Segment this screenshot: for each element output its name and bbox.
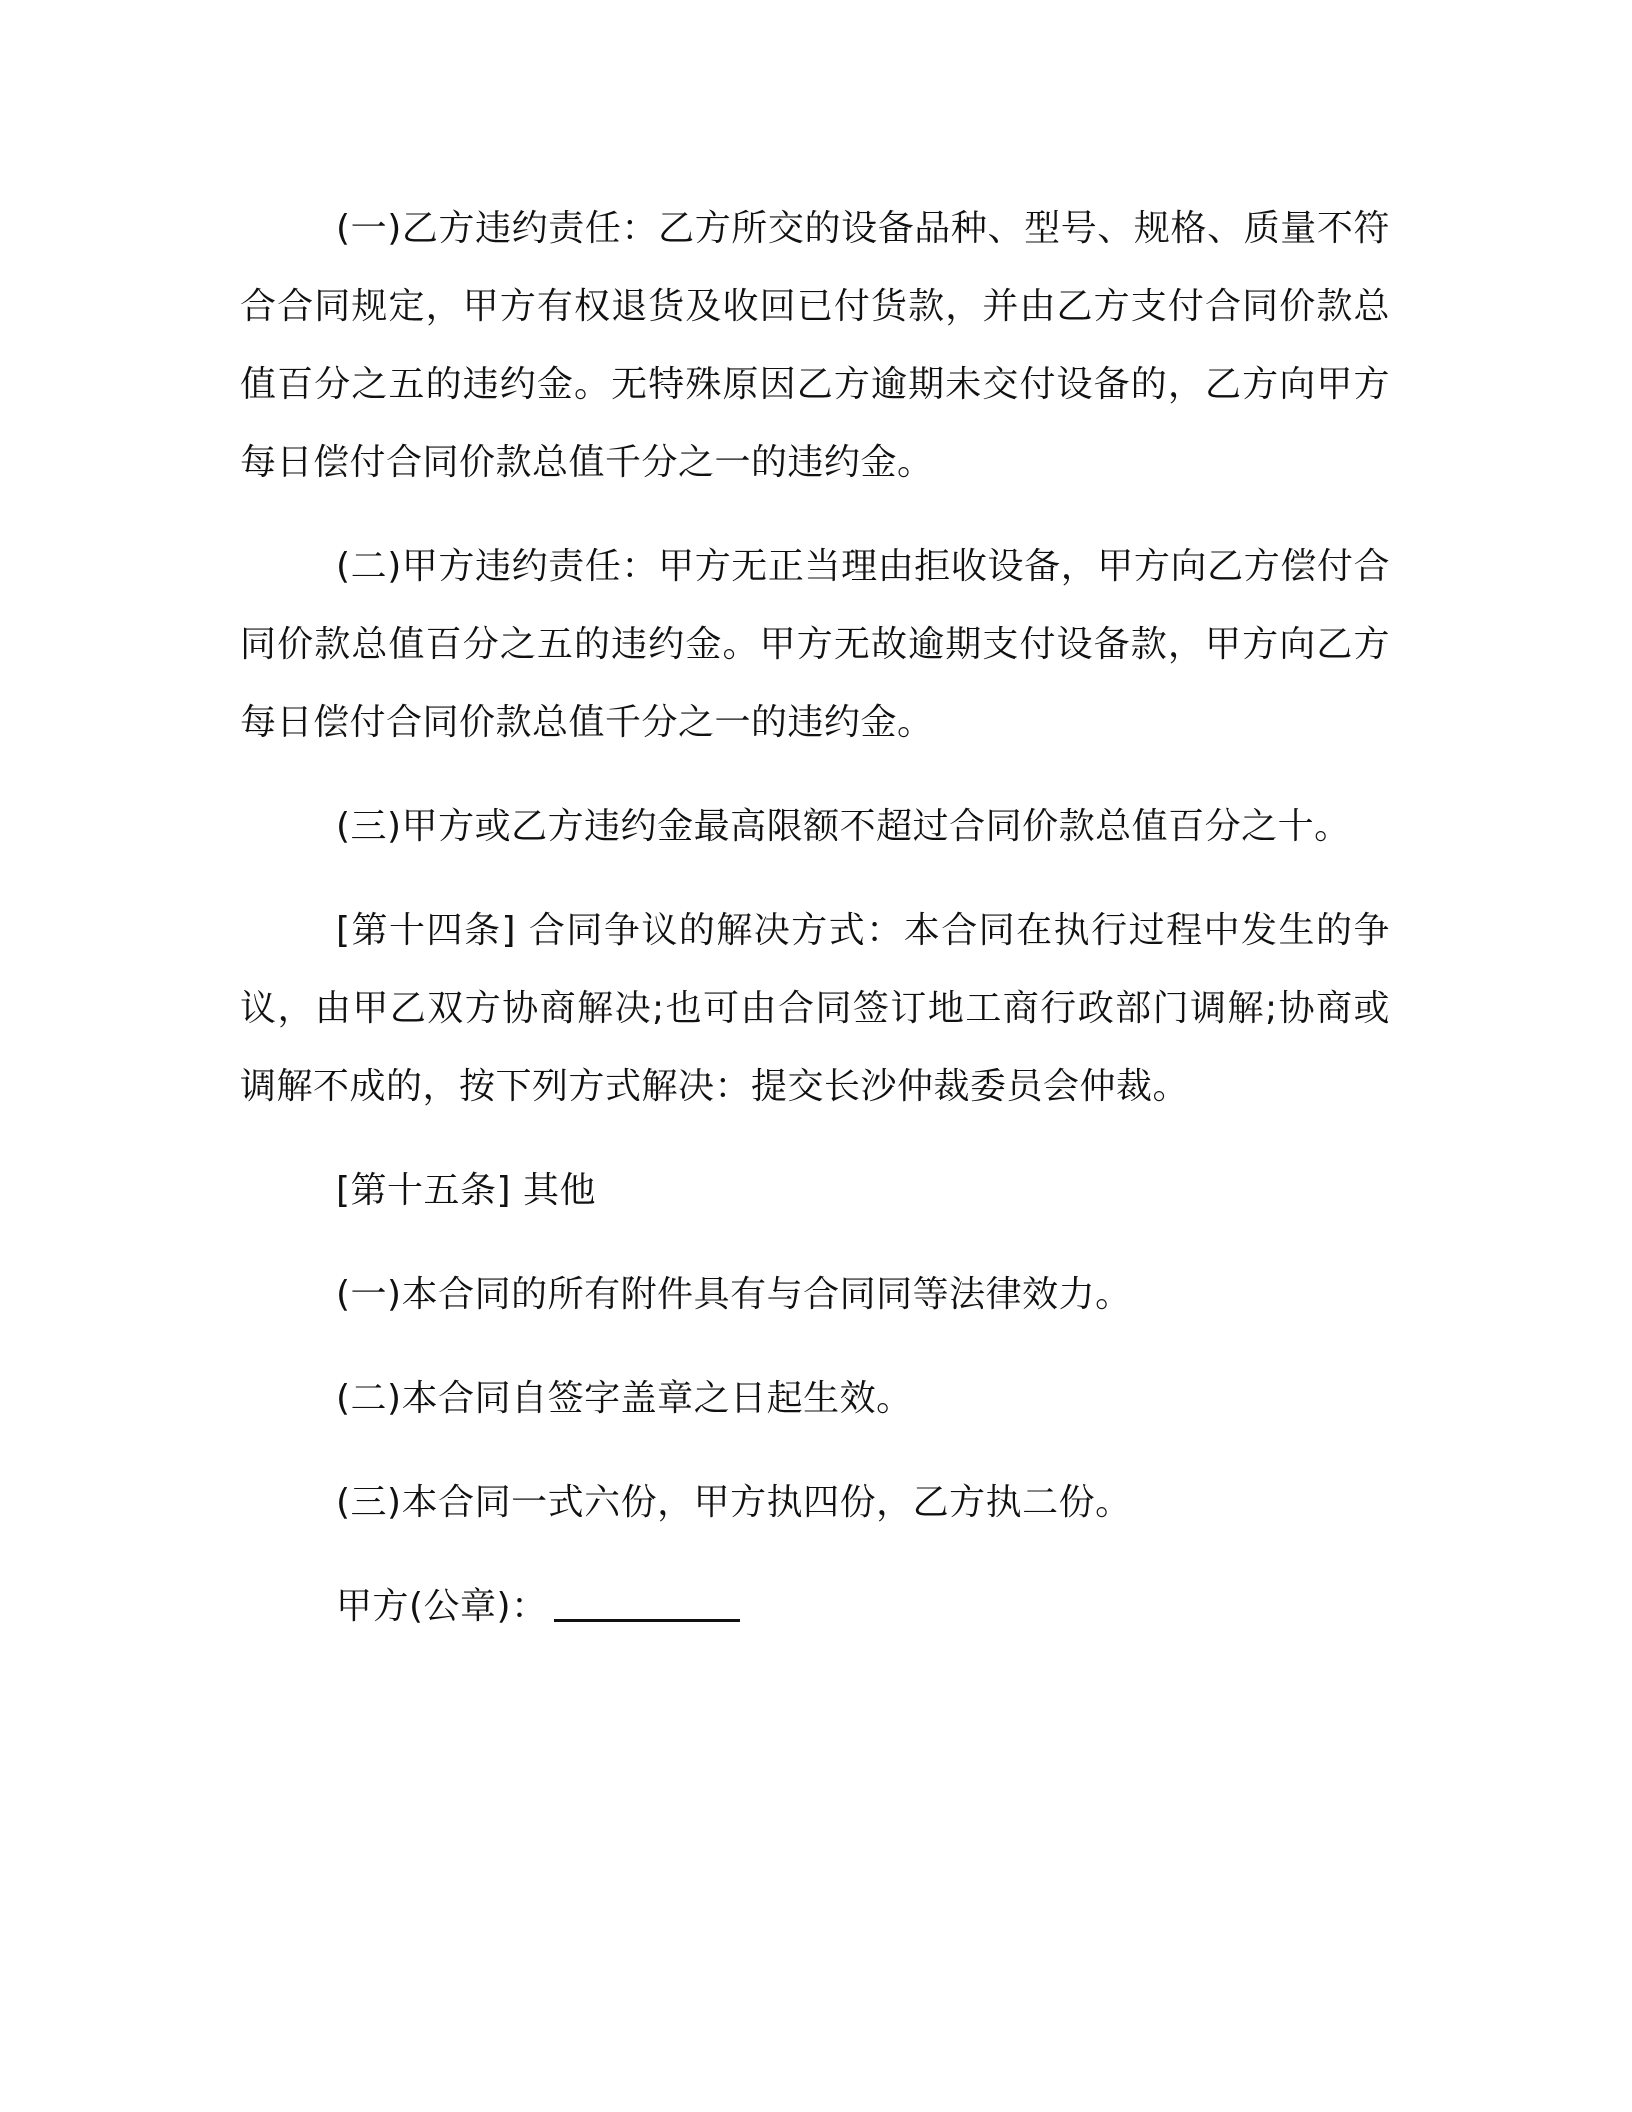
- document-body: [240, 190, 1390, 1672]
- clause-effective-date: (二)本合同自签字盖章之日起生效。: [336, 1378, 913, 1419]
- clause-attachments: (一)本合同的所有附件具有与合同同等法律效力。: [336, 1274, 1132, 1315]
- clause-penalty-cap: (三)甲方或乙方违约金最高限额不超过合同价款总值百分之十。: [336, 806, 1351, 847]
- clause-party-b-liability: (一)乙方违约责任：乙方所交的设备品种、型号、规格、质量不符合合同规定，甲方有权退货及收回已付货款，并由乙方支付合同价款总值百分之五的违约金。无特殊原因乙方逾期未交付设备的，乙方向甲方每日偿付合同价款总值千分之一的违约金。: [240, 208, 1390, 483]
- clause-copies: (三)本合同一式六份，甲方执四份，乙方执二份。: [336, 1482, 1132, 1523]
- article-15-heading: [第十五条] 其他: [336, 1170, 597, 1211]
- signature-blank-line: [554, 1575, 740, 1622]
- signature-label: 甲方(公章)：: [336, 1586, 548, 1627]
- article-14-dispute-resolution: [第十四条] 合同争议的解决方式：本合同在执行过程中发生的争议，由甲乙双方协商解决;也可由合同签订地工商行政部门调解;协商或调解不成的，按下列方式解决：提交长沙仲裁委员会仲裁。: [240, 910, 1390, 1107]
- clause-party-a-liability: (二)甲方违约责任：甲方无正当理由拒收设备，甲方向乙方偿付合同价款总值百分之五的违约金。甲方无故逾期支付设备款，甲方向乙方每日偿付合同价款总值千分之一的违约金。: [240, 546, 1390, 743]
- signature-party-a: [240, 1568, 1390, 1646]
